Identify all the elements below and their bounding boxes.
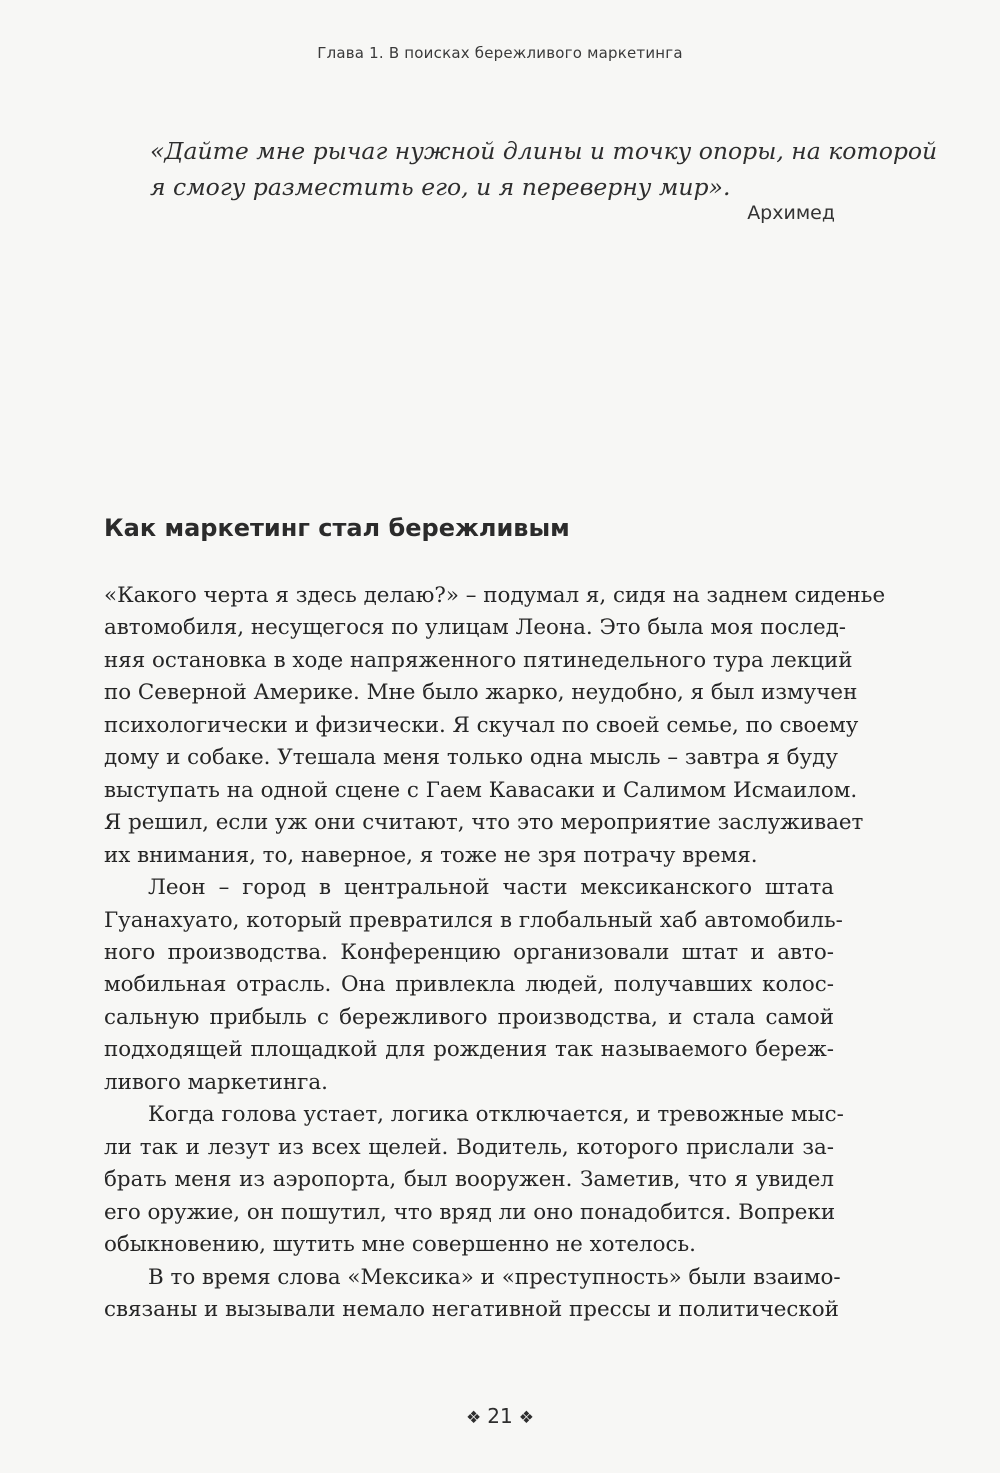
text-line: Я решил, если уж они считают, что это мероприятие заслуживает	[104, 810, 864, 836]
text-line: подходящей площадкой для рождения так называемого береж-	[104, 1037, 834, 1063]
text-line: его оружие, он пошутил, что вряд ли оно понадобится. Вопреки	[104, 1199, 836, 1225]
text-line: автомобиля, несущегося по улицам Леона. Это была моя послед-	[104, 615, 847, 641]
body-text	[104, 580, 886, 1326]
section-heading: Как маркетинг стал бережливым	[104, 514, 570, 542]
text-line: ливого маркетинга.	[104, 1069, 328, 1095]
text-line: Леон – город в центральной части мексиканского штата	[148, 875, 834, 901]
text-line: обыкновению, шутить мне совершенно не хотелось.	[104, 1232, 696, 1258]
text-line: брать меня из аэропорта, был вооружен. Заметив, что я увидел	[104, 1167, 834, 1193]
text-line: связаны и вызывали немало негативной прессы и политической	[104, 1296, 839, 1322]
running-head: Глава 1. В поисках бережливого маркетинга	[317, 44, 683, 62]
text-line: няя остановка в ходе напряженного пятинедельного тура лекций	[104, 647, 853, 673]
epigraph-line: я смогу разместить его, и я переверну мир».	[150, 173, 731, 201]
text-line: выступать на одной сцене с Гаем Кавасаки и Салимом Исмаилом.	[104, 777, 858, 803]
epigraph-line: «Дайте мне рычаг нужной длины и точку опоры, на которой	[150, 137, 938, 165]
text-line: ного производства. Конференцию организовали штат и авто-	[104, 939, 834, 965]
text-line: ли так и лезут из всех щелей. Водитель, которого прислали за-	[104, 1134, 834, 1160]
text-line: психологически и физически. Я скучал по своей семье, по своему	[104, 712, 859, 738]
text-line: сальную прибыль с бережливого производства, и стала самой	[104, 1004, 834, 1030]
diamond-ornament-icon: ❖	[466, 1408, 482, 1428]
page-number: 21	[487, 1404, 513, 1428]
diamond-ornament-icon: ❖	[518, 1408, 534, 1428]
epigraph-quote	[150, 133, 938, 205]
epigraph-author: Архимед	[747, 202, 835, 224]
text-line: Гуанахуато, который превратился в глобальный хаб автомобиль-	[104, 907, 843, 933]
page-number-footer	[0, 1404, 1000, 1428]
text-line: дому и собаке. Утешала меня только одна мысль – завтра я буду	[104, 745, 838, 771]
text-line: Когда голова устает, логика отключается, и тревожные мыс-	[148, 1102, 844, 1128]
text-line: по Северной Америке. Мне было жарко, неудобно, я был измучен	[104, 680, 858, 706]
text-line: мобильная отрасль. Она привлекла людей, получавших колос-	[104, 972, 834, 998]
text-line: их внимания, то, наверное, я тоже не зря потрачу время.	[104, 842, 758, 868]
text-line: «Какого черта я здесь делаю?» – подумал я, сидя на заднем сиденье	[104, 583, 886, 608]
text-line: В то время слова «Мексика» и «преступность» были взаимо-	[148, 1264, 841, 1290]
